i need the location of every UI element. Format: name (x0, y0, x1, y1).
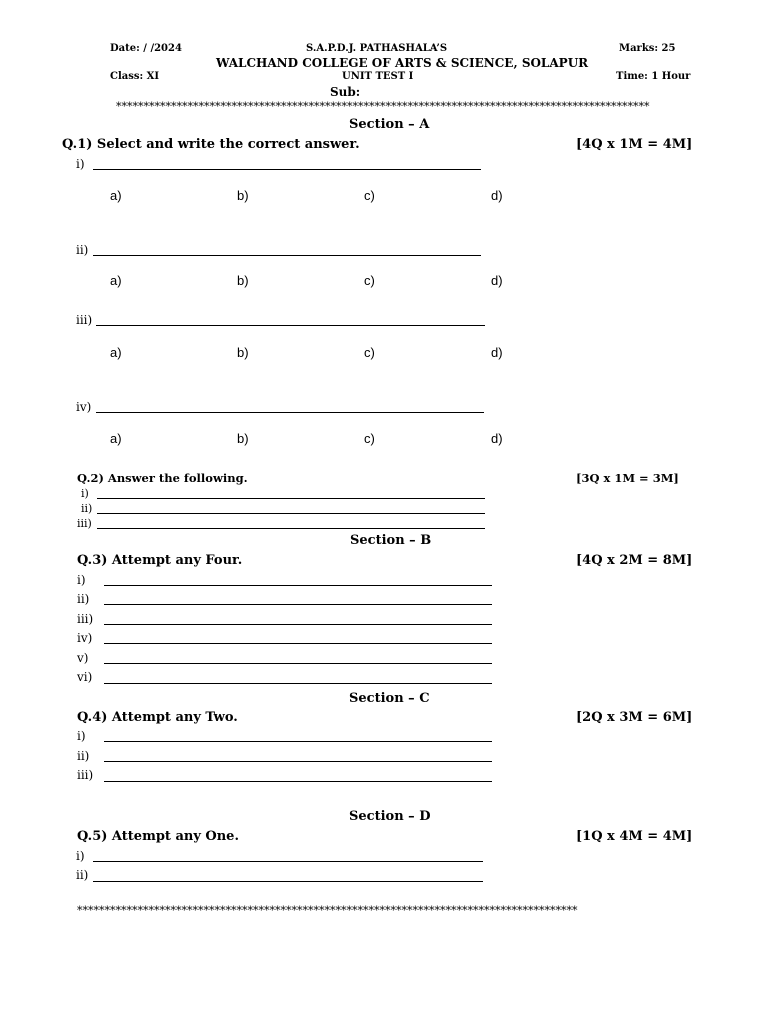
answer-line (96, 325, 485, 326)
option-b: b) (237, 345, 249, 360)
option-d: d) (491, 345, 503, 360)
q3-item-label: iii) (77, 612, 94, 626)
section-b-heading: Section – B (350, 533, 432, 548)
option-c: c) (364, 273, 375, 288)
subject-label: Sub: (330, 85, 361, 99)
school-name: S.A.P.D.J. PATHASHALA’S (306, 43, 448, 54)
answer-line (104, 683, 492, 684)
divider-stars-bottom: ******************************************************************************************* (77, 904, 578, 917)
answer-line (104, 624, 492, 625)
option-d: d) (491, 273, 503, 288)
section-c-heading: Section – C (349, 691, 430, 706)
q1-item-label: iv) (76, 400, 92, 414)
time-label: Time: 1 Hour (616, 71, 691, 82)
q5-item-label: ii) (76, 868, 89, 882)
marks-total: Marks: 25 (619, 43, 676, 54)
q5-title: Q.5) Attempt any One. (77, 829, 239, 844)
answer-line (96, 412, 484, 413)
q1-item-label: i) (76, 157, 85, 171)
q3-item-label: v) (77, 651, 89, 665)
class-label: Class: XI (110, 71, 160, 82)
q2-item-label: i) (81, 487, 89, 500)
q5-item-label: i) (76, 849, 85, 863)
q3-item-label: iv) (77, 631, 93, 645)
q4-item-label: i) (77, 729, 86, 743)
option-a: a) (110, 345, 122, 360)
q1-item-label: ii) (76, 243, 89, 257)
option-a: a) (110, 273, 122, 288)
q1-marks: [4Q x 1M = 4M] (576, 137, 693, 152)
answer-line (104, 604, 492, 605)
option-c: c) (364, 345, 375, 360)
q2-title: Q.2) Answer the following. (77, 471, 248, 485)
option-a: a) (110, 431, 122, 446)
q3-item-label: ii) (77, 592, 90, 606)
option-c: c) (364, 431, 375, 446)
test-title: UNIT TEST I (342, 71, 414, 82)
answer-line (97, 498, 485, 499)
option-b: b) (237, 188, 249, 203)
answer-line (104, 643, 492, 644)
option-d: d) (491, 188, 503, 203)
answer-line (97, 513, 485, 514)
answer-line (104, 663, 492, 664)
q2-marks: [3Q x 1M = 3M] (576, 471, 679, 485)
q3-item-label: vi) (77, 670, 93, 684)
option-a: a) (110, 188, 122, 203)
section-a-heading: Section – A (349, 117, 430, 132)
answer-line (93, 169, 481, 170)
date-label: Date: / /2024 (110, 43, 182, 54)
answer-line (93, 861, 483, 862)
q3-item-label: i) (77, 573, 86, 587)
option-d: d) (491, 431, 503, 446)
q1-item-label: iii) (76, 313, 93, 327)
answer-line (104, 761, 492, 762)
answer-line (104, 741, 492, 742)
option-c: c) (364, 188, 375, 203)
q4-marks: [2Q x 3M = 6M] (576, 710, 693, 725)
divider-stars-top: ************************************************************************************************* (116, 100, 650, 113)
option-b: b) (237, 273, 249, 288)
answer-line (104, 781, 492, 782)
q2-item-label: ii) (81, 502, 93, 515)
answer-line (93, 255, 481, 256)
q3-marks: [4Q x 2M = 8M] (576, 553, 693, 568)
section-d-heading: Section – D (349, 809, 431, 824)
q1-title: Q.1) Select and write the correct answer. (62, 137, 360, 152)
q4-title: Q.4) Attempt any Two. (77, 710, 238, 725)
q2-item-label: iii) (77, 517, 92, 530)
q5-marks: [1Q x 4M = 4M] (576, 829, 693, 844)
option-b: b) (237, 431, 249, 446)
answer-line (93, 881, 483, 882)
college-name: WALCHAND COLLEGE OF ARTS & SCIENCE, SOLAPUR (216, 56, 589, 70)
q4-item-label: ii) (77, 749, 90, 763)
q4-item-label: iii) (77, 768, 94, 782)
answer-line (97, 528, 485, 529)
q3-title: Q.3) Attempt any Four. (77, 553, 243, 568)
answer-line (104, 585, 492, 586)
